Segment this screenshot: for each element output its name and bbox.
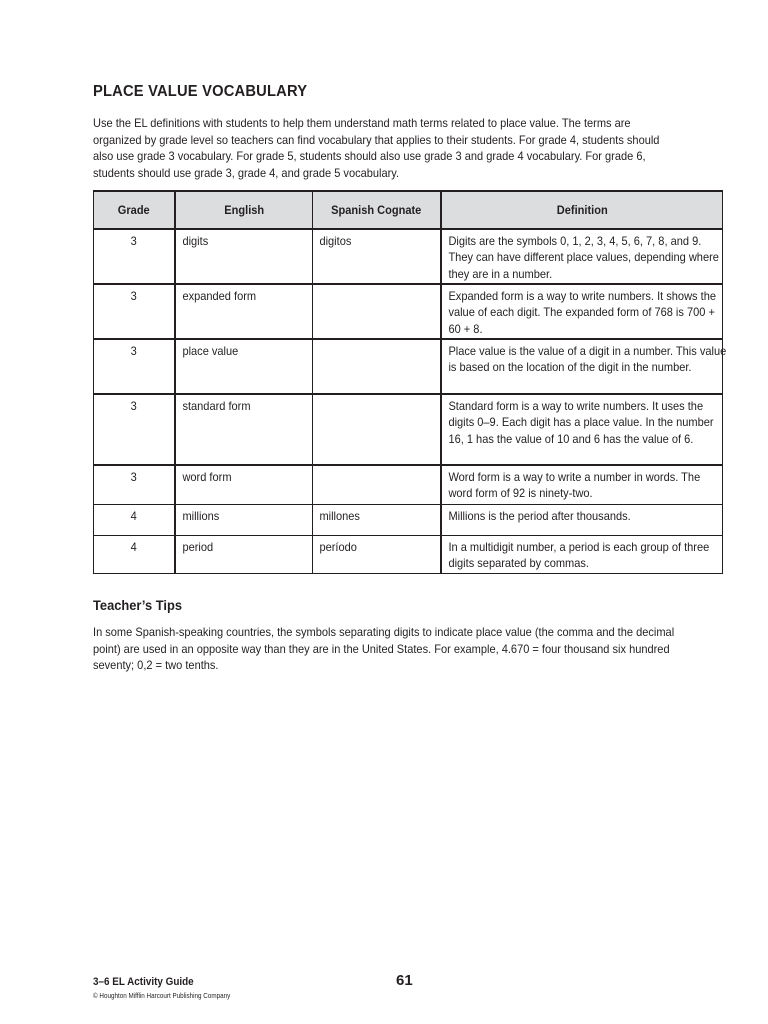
table-row xyxy=(94,504,723,535)
vocabulary-table xyxy=(93,190,726,574)
definition-cell: Expanded form is a way to write numbers. It shows the value of each digit. The expanded form of 768 is 700 + 60 + 8. xyxy=(441,284,723,339)
grade-cell: 4 xyxy=(94,504,175,535)
definition-cell: In a multidigit number, a period is each group of three digits separated by commas. xyxy=(441,535,723,573)
teachers-tips-heading: Teacher’s Tips xyxy=(93,597,183,613)
grade-cell: 3 xyxy=(94,465,175,504)
definition-cell: Digits are the symbols 0, 1, 2, 3, 4, 5, 6, 7, 8, and 9. They can have different place values, depending where they are in a number. xyxy=(441,229,723,284)
table-row xyxy=(94,339,723,394)
english-cell: place value xyxy=(175,339,313,394)
header-definition: Definition xyxy=(441,191,723,229)
definition-cell: Standard form is a way to write numbers. It uses the digits 0–9. Each digit has a place value. In the number 16, 1 has the value of 10 and 6 has the value of 6. xyxy=(441,394,723,465)
grade-cell: 3 xyxy=(94,229,175,284)
spanish-cell xyxy=(313,465,441,504)
grade-cell: 3 xyxy=(94,339,175,394)
table-row xyxy=(94,465,723,504)
english-cell: word form xyxy=(175,465,313,504)
page-title: PLACE VALUE VOCABULARY xyxy=(93,83,308,100)
grade-cell: 3 xyxy=(94,394,175,465)
english-cell: expanded form xyxy=(175,284,313,339)
table-row xyxy=(94,394,723,465)
spanish-cell: período xyxy=(313,535,441,573)
table-row xyxy=(94,284,723,339)
page-number: 61 xyxy=(396,972,413,989)
definition-cell: Word form is a way to write a number in words. The word form of 92 is ninety-two. xyxy=(441,465,723,504)
header-grade: Grade xyxy=(94,191,175,229)
teachers-tips-body: In some Spanish-speaking countries, the symbols separating digits to indicate place value (the comma and the decimal point) are used in an opposite way than they are in the United States. For example, 4.670 = four thousand six hundred seventy; 0,2 = two tenths. xyxy=(93,625,675,672)
header-spanish-cognate: Spanish Cognate xyxy=(313,191,441,229)
spanish-cell: millones xyxy=(313,504,441,535)
english-cell: millions xyxy=(175,504,313,535)
definition-cell: Place value is the value of a digit in a number. This value is based on the location of the digit in the number. xyxy=(441,339,723,394)
grade-cell: 3 xyxy=(94,284,175,339)
spanish-cell xyxy=(313,394,441,465)
intro-paragraph: Use the EL definitions with students to help them understand math terms related to place value. The terms are organized by grade level so teachers can find vocabulary that applies to their students. For grade 4, students should also use grade 3 vocabulary. For grade 5, students should also use grade 3 and grade 4 vocabulary. For grade 6, students should use grade 3, grade 4, and grade 5 vocabulary. xyxy=(93,116,660,180)
header-english: English xyxy=(175,191,313,229)
spanish-cell: digitos xyxy=(313,229,441,284)
table-header-row xyxy=(94,191,723,229)
grade-cell: 4 xyxy=(94,535,175,573)
table-row xyxy=(94,229,723,284)
english-cell: standard form xyxy=(175,394,313,465)
table-row xyxy=(94,535,723,573)
definition-cell: Millions is the period after thousands. xyxy=(441,504,723,535)
footer-guide-title: 3–6 EL Activity Guide xyxy=(93,976,194,988)
spanish-cell xyxy=(313,284,441,339)
english-cell: digits xyxy=(175,229,313,284)
english-cell: period xyxy=(175,535,313,573)
spanish-cell xyxy=(313,339,441,394)
footer-copyright: © Houghton Mifflin Harcourt Publishing Company xyxy=(93,993,231,1000)
